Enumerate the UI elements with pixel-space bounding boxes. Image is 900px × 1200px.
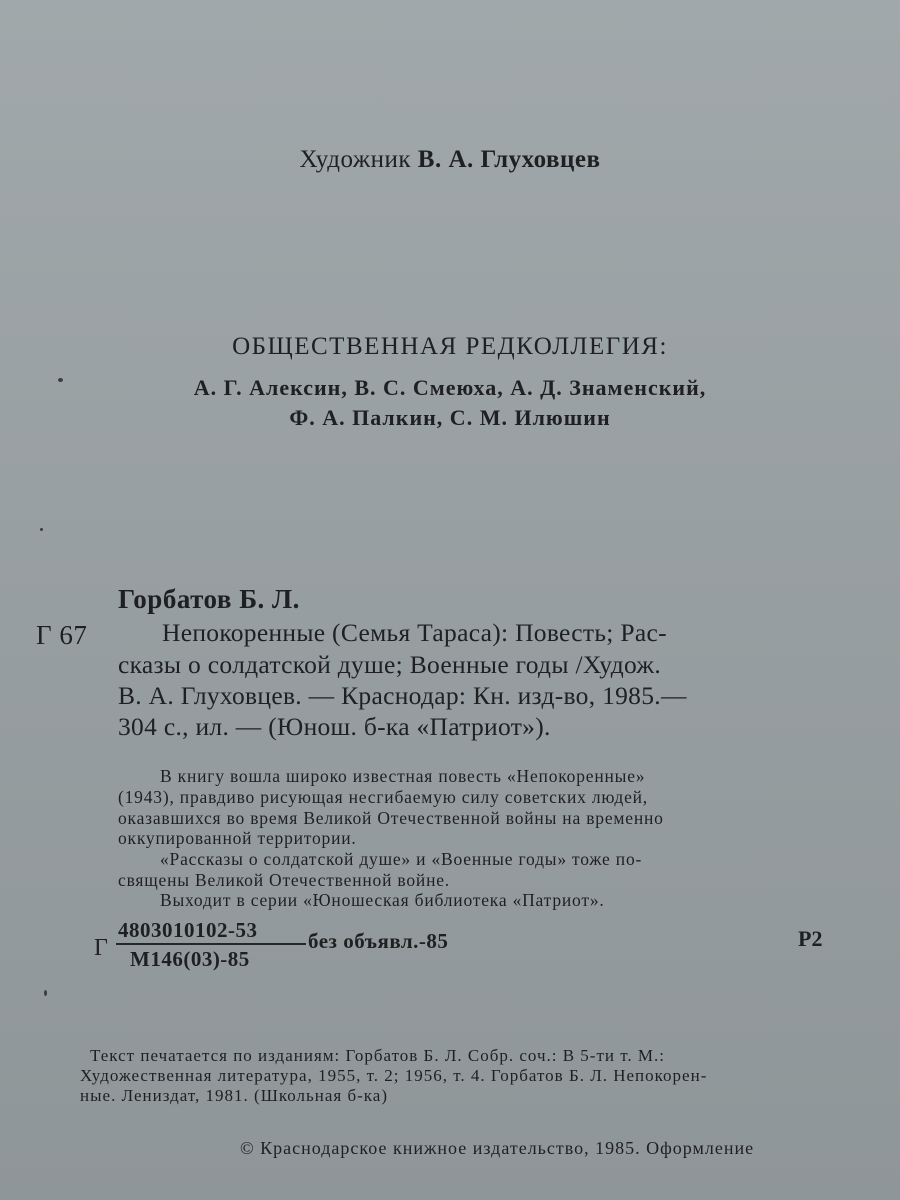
artist-credit xyxy=(0,146,900,174)
artist-label: Художник xyxy=(299,146,412,173)
no-advertisement-note: без объявл.-85 xyxy=(308,929,449,953)
book-author: Горбатов Б. Л. xyxy=(118,584,300,614)
bibliographic-line-4: 304 с., ил. — (Юнош. б-ка «Патриот»). xyxy=(118,712,551,741)
annotation-line-6: священы Великой Отечественной войне. xyxy=(118,870,450,890)
annotation-line-5: «Рассказы о солдатской душе» и «Военные годы» тоже по- xyxy=(160,849,643,869)
price-code: Р2 xyxy=(798,926,823,951)
editorial-board-members-line-2: Ф. А. Палкин, С. М. Илюшин xyxy=(289,405,611,430)
source-line-2: Художественная литература, 1955, т. 2; 1956, т. 4. Горбатов Б. Л. Непокорен- xyxy=(80,1066,708,1085)
paper-speck xyxy=(44,990,47,996)
annotation-line-2: (1943), правдиво рисующая несгибаемую силу советских людей, xyxy=(118,787,648,807)
source-line-3: ные. Лениздат, 1981. (Школьная б-ка) xyxy=(80,1086,388,1105)
pricing-code-denominator: М146(03)-85 xyxy=(130,947,250,971)
annotation-line-3: оказавшихся во время Великой Отечественной войны на временно xyxy=(118,808,664,828)
editorial-board-members-line-1: А. Г. Алексин, В. С. Смеюха, А. Д. Знаменский, xyxy=(193,375,707,400)
editorial-board-title: ОБЩЕСТВЕННАЯ РЕДКОЛЛЕГИЯ: xyxy=(232,333,668,360)
annotation-line-1: В книгу вошла широко известная повесть «Непокоренные» xyxy=(160,766,646,786)
artist-name: В. А. Глуховцев xyxy=(417,146,601,173)
pricing-code-numerator: 4803010102-53 xyxy=(118,918,258,942)
bibliographic-line-1: Непокоренные (Семья Тараса): Повесть; Рас- xyxy=(162,618,667,647)
paper-speck xyxy=(58,378,63,382)
catalog-code: Г 67 xyxy=(36,620,88,650)
pricing-fraction-line xyxy=(116,943,306,945)
pricing-letter: Г xyxy=(94,935,108,961)
copyright-notice: © Краснодарское книжное издательство, 1985. Оформление xyxy=(240,1138,755,1158)
bibliographic-line-3: В. А. Глуховцев. — Краснодар: Кн. изд-во, 1985.— xyxy=(118,681,687,710)
paper-speck xyxy=(40,528,43,531)
annotation-line-4: оккупированной территории. xyxy=(118,828,357,848)
annotation-line-7: Выходит в серии «Юношеская библиотека «Патриот». xyxy=(160,890,605,910)
bibliographic-line-2: сказы о солдатской душе; Военные годы /Худож. xyxy=(118,650,662,679)
source-line-1: Текст печатается по изданиям: Горбатов Б. Л. Собр. соч.: В 5-ти т. М.: xyxy=(90,1046,665,1065)
